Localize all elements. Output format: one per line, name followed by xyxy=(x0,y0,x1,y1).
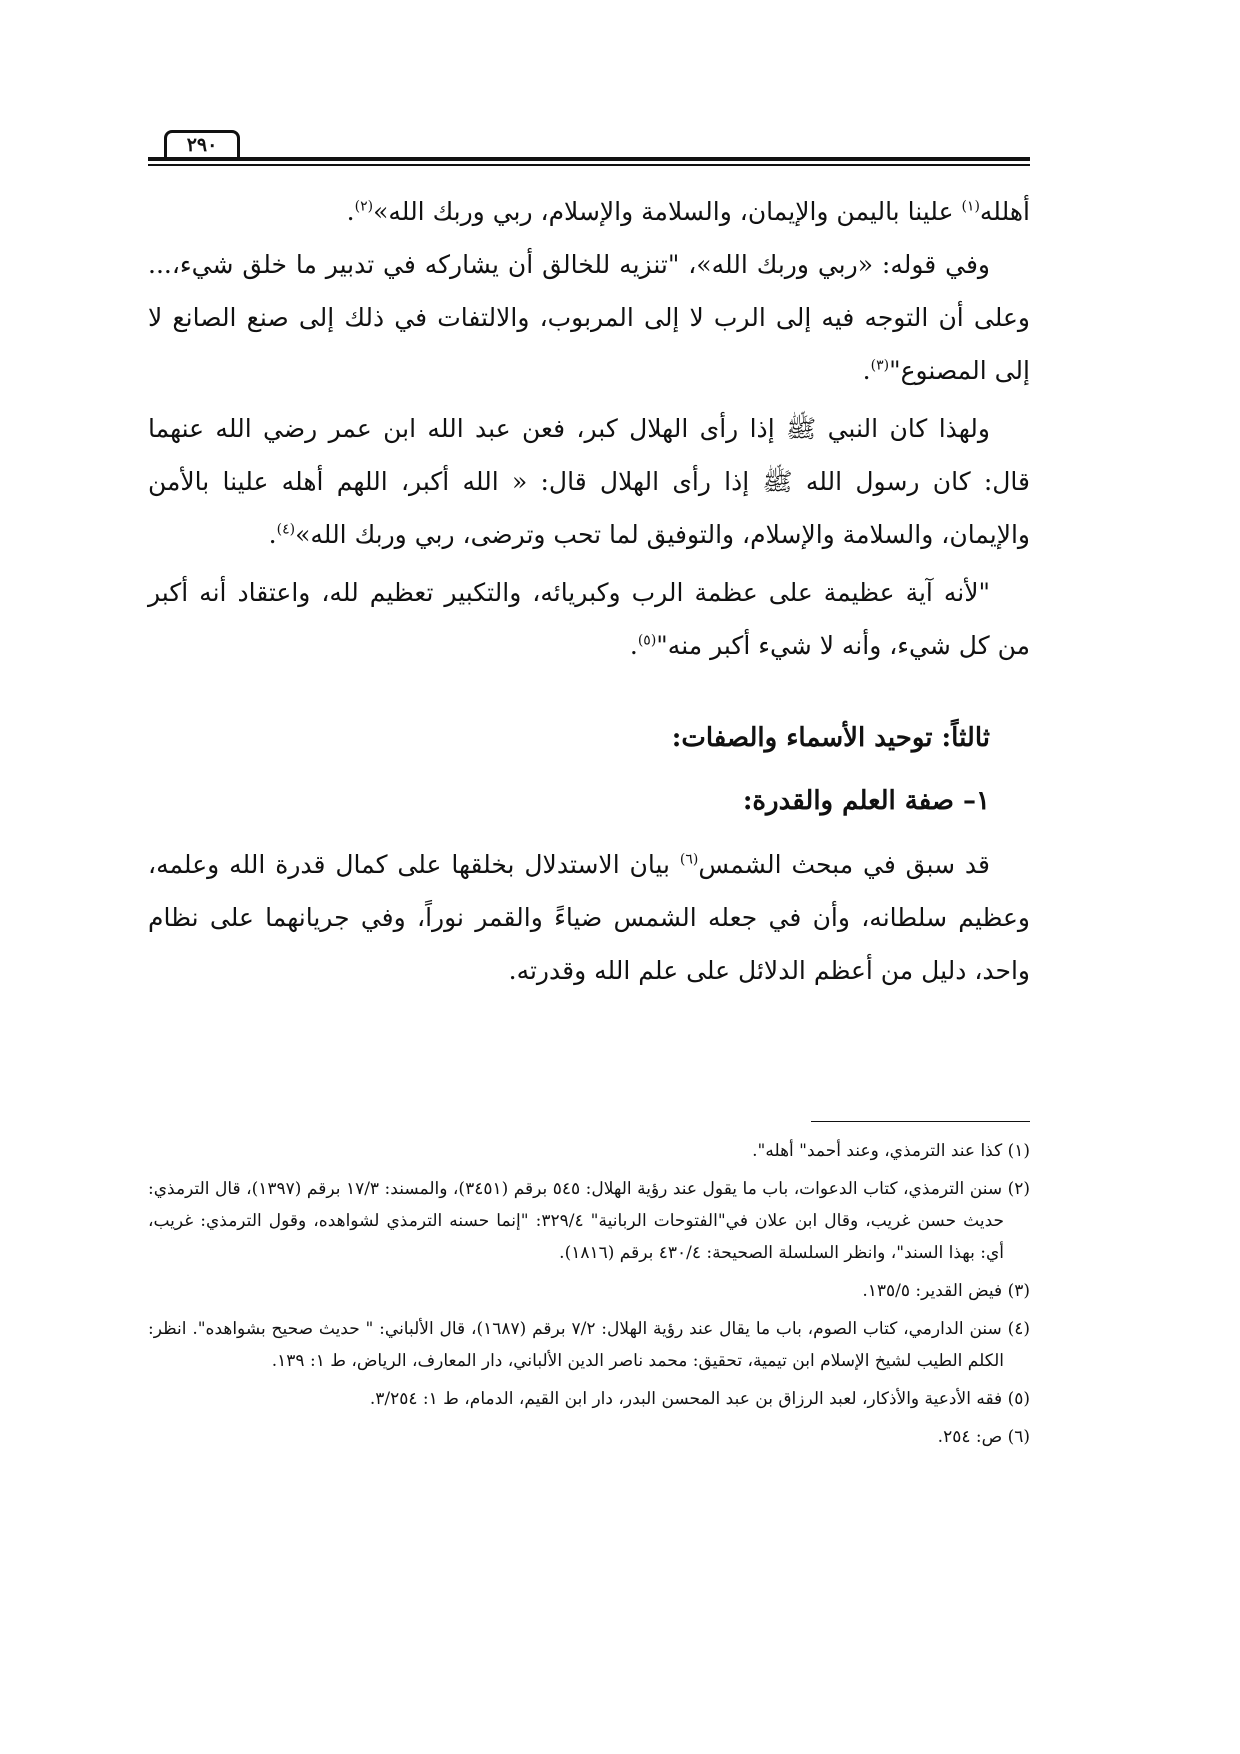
footnote-4: (٤) سنن الدارمي، كتاب الصوم، باب ما يقال عند رؤية الهلال: ٧/٢ برقم (١٦٨٧)، قال الألباني: " حديث صحيح بشواهده". انظر: الكلم الطيب لشيخ الإسلام ابن تيمية، تحقيق: محمد ناصر الدين الألباني، دار المعارف، الرياض، ط ١: ١٣٩. xyxy=(148,1319,1030,1371)
footnote-6: (٦) ص: ٢٥٤. xyxy=(937,1427,1030,1447)
para5-text-a: قد سبق في مبحث الشمس xyxy=(698,850,990,879)
footnote-separator xyxy=(811,1121,1030,1122)
para3-text-b: . xyxy=(268,520,277,549)
para2-text-b: . xyxy=(862,356,871,385)
header-rule-thin xyxy=(148,164,1030,166)
paragraph-3 xyxy=(148,402,1030,561)
footnotes xyxy=(148,1135,1030,1459)
footnote-1: (١) كذا عند الترمذي، وعند أحمد" أهله". xyxy=(752,1141,1030,1161)
header-rule-thick xyxy=(148,157,1030,161)
subsection-heading: ١– صفة العلم والقدرة: xyxy=(742,786,990,816)
footnote-2: (٢) سنن الترمذي، كتاب الدعوات، باب ما يقول عند رؤية الهلال: ٥٤٥ برقم (٣٤٥١)، والمسند: ١٧/٣ برقم (١٣٩٧)، قال الترمذي: حديث حسن غريب، وقال ابن علان في"الفتوحات الربانية" ٣٢٩/٤: "إنما حسنه الترمذي لشواهده، وقول الترمذي: غريب، أي: بهذا السند"، وانظر السلسلة الصحيحة: ٤٣٠/٤ برقم (١٨١٦). xyxy=(148,1179,1030,1263)
para1-text-c: . xyxy=(346,197,355,226)
para3-text-a: ولهذا كان النبي ﷺ إذا رأى الهلال كبر، فعن عبد الله ابن عمر رضي الله عنهما قال: كان رسول الله ﷺ إذا رأى الهلال قال: « الله أكبر، اللهم أهله علينا بالأمن والإيمان، والسلامة والإسلام، والتوفيق لما تحب وترضى، ربي وربك الله» xyxy=(148,414,1030,549)
para2-text-a: وفي قوله: «ربي وربك الله»، "تنزيه للخالق أن يشاركه في تدبير ما خلق شيء،... وعلى أن التوجه فيه إلى الرب لا إلى المربوب، والالتفات في ذلك إلى صنع الصانع لا إلى المصنوع" xyxy=(148,250,1030,385)
para4-text-a: "لأنه آية عظيمة على عظمة الرب وكبريائه، والتكبير تعظيم لله، واعتقاد أنه أكبر من كل شيء، وأنه لا شيء أكبر منه" xyxy=(148,578,1030,660)
section-heading: ثالثاً: توحيد الأسماء والصفات: xyxy=(671,723,990,753)
paragraph-4 xyxy=(148,566,1030,672)
footnote-ref-4[interactable]: (٤) xyxy=(276,521,296,538)
para5-text-b: بيان الاستدلال بخلقها على كمال قدرة الله وعلمه، وعظيم سلطانه، وأن في جعله الشمس ضياءً والقمر نوراً، وفي جريانهما على نظام واحد، دليل من أعظم الدلائل على علم الله وقدرته. xyxy=(148,850,1030,985)
footnote-ref-3[interactable]: (٣) xyxy=(870,357,890,374)
para1-text-b: علينا باليمن والإيمان، والسلامة والإسلام، ربي وربك الله» xyxy=(373,197,962,226)
main-text xyxy=(148,185,1030,997)
footnote-5: (٥) فقه الأدعية والأذكار، لعبد الرزاق بن عبد المحسن البدر، دار ابن القيم، الدمام، ط ١: ٣/٢٥٤. xyxy=(369,1389,1030,1409)
paragraph-2 xyxy=(148,238,1030,397)
paragraph-1 xyxy=(148,185,1030,238)
footnote-ref-2[interactable]: (٢) xyxy=(354,198,374,215)
footnote-3: (٣) فيض القدير: ١٣٥/٥. xyxy=(862,1281,1030,1301)
paragraph-5 xyxy=(148,838,1030,997)
para1-text-a: أهلله xyxy=(979,197,1030,226)
para4-text-b: . xyxy=(629,631,638,660)
footnote-ref-1[interactable]: (١) xyxy=(961,198,980,215)
page-number: ٢٩٠ xyxy=(164,130,240,157)
footnote-ref-5[interactable]: (٥) xyxy=(637,632,657,649)
page-header xyxy=(148,130,1030,170)
footnote-ref-6[interactable]: (٦) xyxy=(679,851,699,868)
